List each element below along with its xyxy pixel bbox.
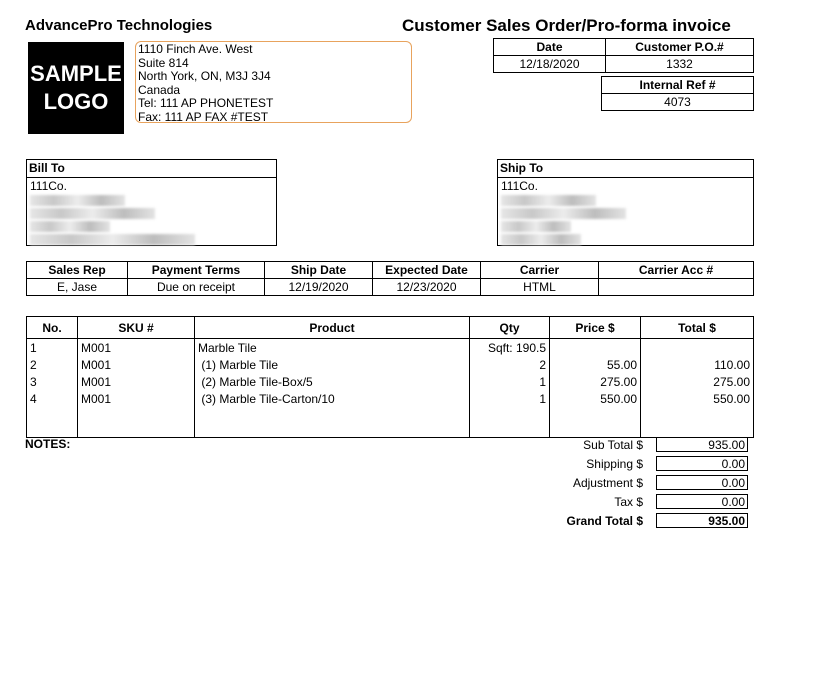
carrier-value: HTML <box>481 279 599 296</box>
date-value: 12/18/2020 <box>494 56 606 73</box>
logo-line-1: SAMPLE <box>30 61 122 86</box>
order-info-table <box>26 261 754 296</box>
po-value: 1332 <box>606 56 754 73</box>
redacted-text <box>501 221 571 232</box>
address-line: 1110 Finch Ave. West <box>138 42 253 56</box>
row-product: Marble Tile <box>195 339 470 357</box>
address-line: Suite 814 <box>138 55 189 70</box>
row-price: 550.00 <box>550 390 641 407</box>
bill-to-label: Bill To <box>27 160 276 178</box>
row-sku: M001 <box>78 356 195 373</box>
row-qty: 2 <box>470 356 550 373</box>
payment-terms-value: Due on receipt <box>128 279 265 296</box>
row-product: (1) Marble Tile <box>195 356 470 373</box>
ship-to-box <box>497 159 754 246</box>
company-address <box>135 41 412 123</box>
tax-label: Tax $ <box>614 494 643 509</box>
table-row <box>27 356 754 373</box>
tax-value: 0.00 <box>656 494 748 509</box>
redacted-text <box>501 208 626 219</box>
logo-line-2: LOGO <box>43 89 109 114</box>
row-total: 550.00 <box>641 390 754 407</box>
line-items-table <box>26 316 754 438</box>
table-row <box>27 373 754 390</box>
date-label: Date <box>494 39 606 56</box>
carrier-acc-value <box>599 279 754 296</box>
col-expected-date: Expected Date <box>373 262 481 279</box>
grand-total-label: Grand Total $ <box>566 513 643 528</box>
ship-date-value: 12/19/2020 <box>265 279 373 296</box>
notes-label: NOTES: <box>25 437 71 451</box>
col-price: Price $ <box>550 317 641 339</box>
row-total <box>641 339 754 357</box>
subtotal-label: Sub Total $ <box>583 437 643 452</box>
row-no: 3 <box>27 373 78 390</box>
address-line: North York, ON, M3J 3J4 <box>138 69 271 84</box>
subtotal-value: 935.00 <box>656 437 748 452</box>
row-product: (3) Marble Tile-Carton/10 <box>195 390 470 407</box>
company-logo <box>28 42 124 134</box>
col-sku: SKU # <box>78 317 195 339</box>
row-total: 110.00 <box>641 356 754 373</box>
ref-value: 4073 <box>602 94 754 111</box>
row-sku: M001 <box>78 339 195 357</box>
row-qty: Sqft: 190.5 <box>470 339 550 357</box>
company-name: AdvancePro Technologies <box>25 17 213 34</box>
address-line: Fax: 111 AP FAX #TEST <box>138 109 269 124</box>
row-no: 2 <box>27 356 78 373</box>
redacted-text <box>30 208 155 219</box>
col-payment-terms: Payment Terms <box>128 262 265 279</box>
row-sku: M001 <box>78 373 195 390</box>
grand-total-value: 935.00 <box>656 513 748 528</box>
col-qty: Qty <box>470 317 550 339</box>
col-sales-rep: Sales Rep <box>27 262 128 279</box>
row-no: 1 <box>27 339 78 357</box>
row-price <box>550 339 641 357</box>
row-product: (2) Marble Tile-Box/5 <box>195 373 470 390</box>
address-line: Canada <box>138 82 181 97</box>
adjustment-value: 0.00 <box>656 475 748 490</box>
row-qty: 1 <box>470 390 550 407</box>
ref-label: Internal Ref # <box>602 77 754 94</box>
bill-to-name: 111Co. <box>30 179 67 193</box>
row-qty: 1 <box>470 373 550 390</box>
row-price: 275.00 <box>550 373 641 390</box>
redacted-text <box>30 221 110 232</box>
row-price: 55.00 <box>550 356 641 373</box>
adjustment-label: Adjustment $ <box>572 475 643 490</box>
internal-ref-table <box>601 76 754 111</box>
sales-rep-value: E, Jase <box>27 279 128 296</box>
redacted-text <box>501 195 596 206</box>
redacted-text <box>501 234 581 245</box>
ship-to-name: 111Co. <box>501 179 538 193</box>
redacted-text <box>30 234 195 245</box>
shipping-label: Shipping $ <box>586 456 643 471</box>
address-line: Tel: 111 AP PHONETEST <box>138 96 274 111</box>
col-product: Product <box>195 317 470 339</box>
col-carrier-acc: Carrier Acc # <box>599 262 754 279</box>
row-total: 275.00 <box>641 373 754 390</box>
ship-to-label: Ship To <box>498 160 753 178</box>
table-row <box>27 390 754 407</box>
shipping-value: 0.00 <box>656 456 748 471</box>
col-carrier: Carrier <box>481 262 599 279</box>
row-sku: M001 <box>78 390 195 407</box>
totals-section <box>553 435 748 530</box>
table-row-empty <box>27 407 754 437</box>
col-no: No. <box>27 317 78 339</box>
expected-date-value: 12/23/2020 <box>373 279 481 296</box>
date-po-table <box>493 38 754 73</box>
row-no: 4 <box>27 390 78 407</box>
redacted-text <box>30 195 125 206</box>
col-total: Total $ <box>641 317 754 339</box>
col-ship-date: Ship Date <box>265 262 373 279</box>
bill-to-box <box>26 159 277 246</box>
document-title: Customer Sales Order/Pro-forma invoice <box>402 16 731 35</box>
po-label: Customer P.O.# <box>606 39 754 56</box>
table-row <box>27 339 754 357</box>
